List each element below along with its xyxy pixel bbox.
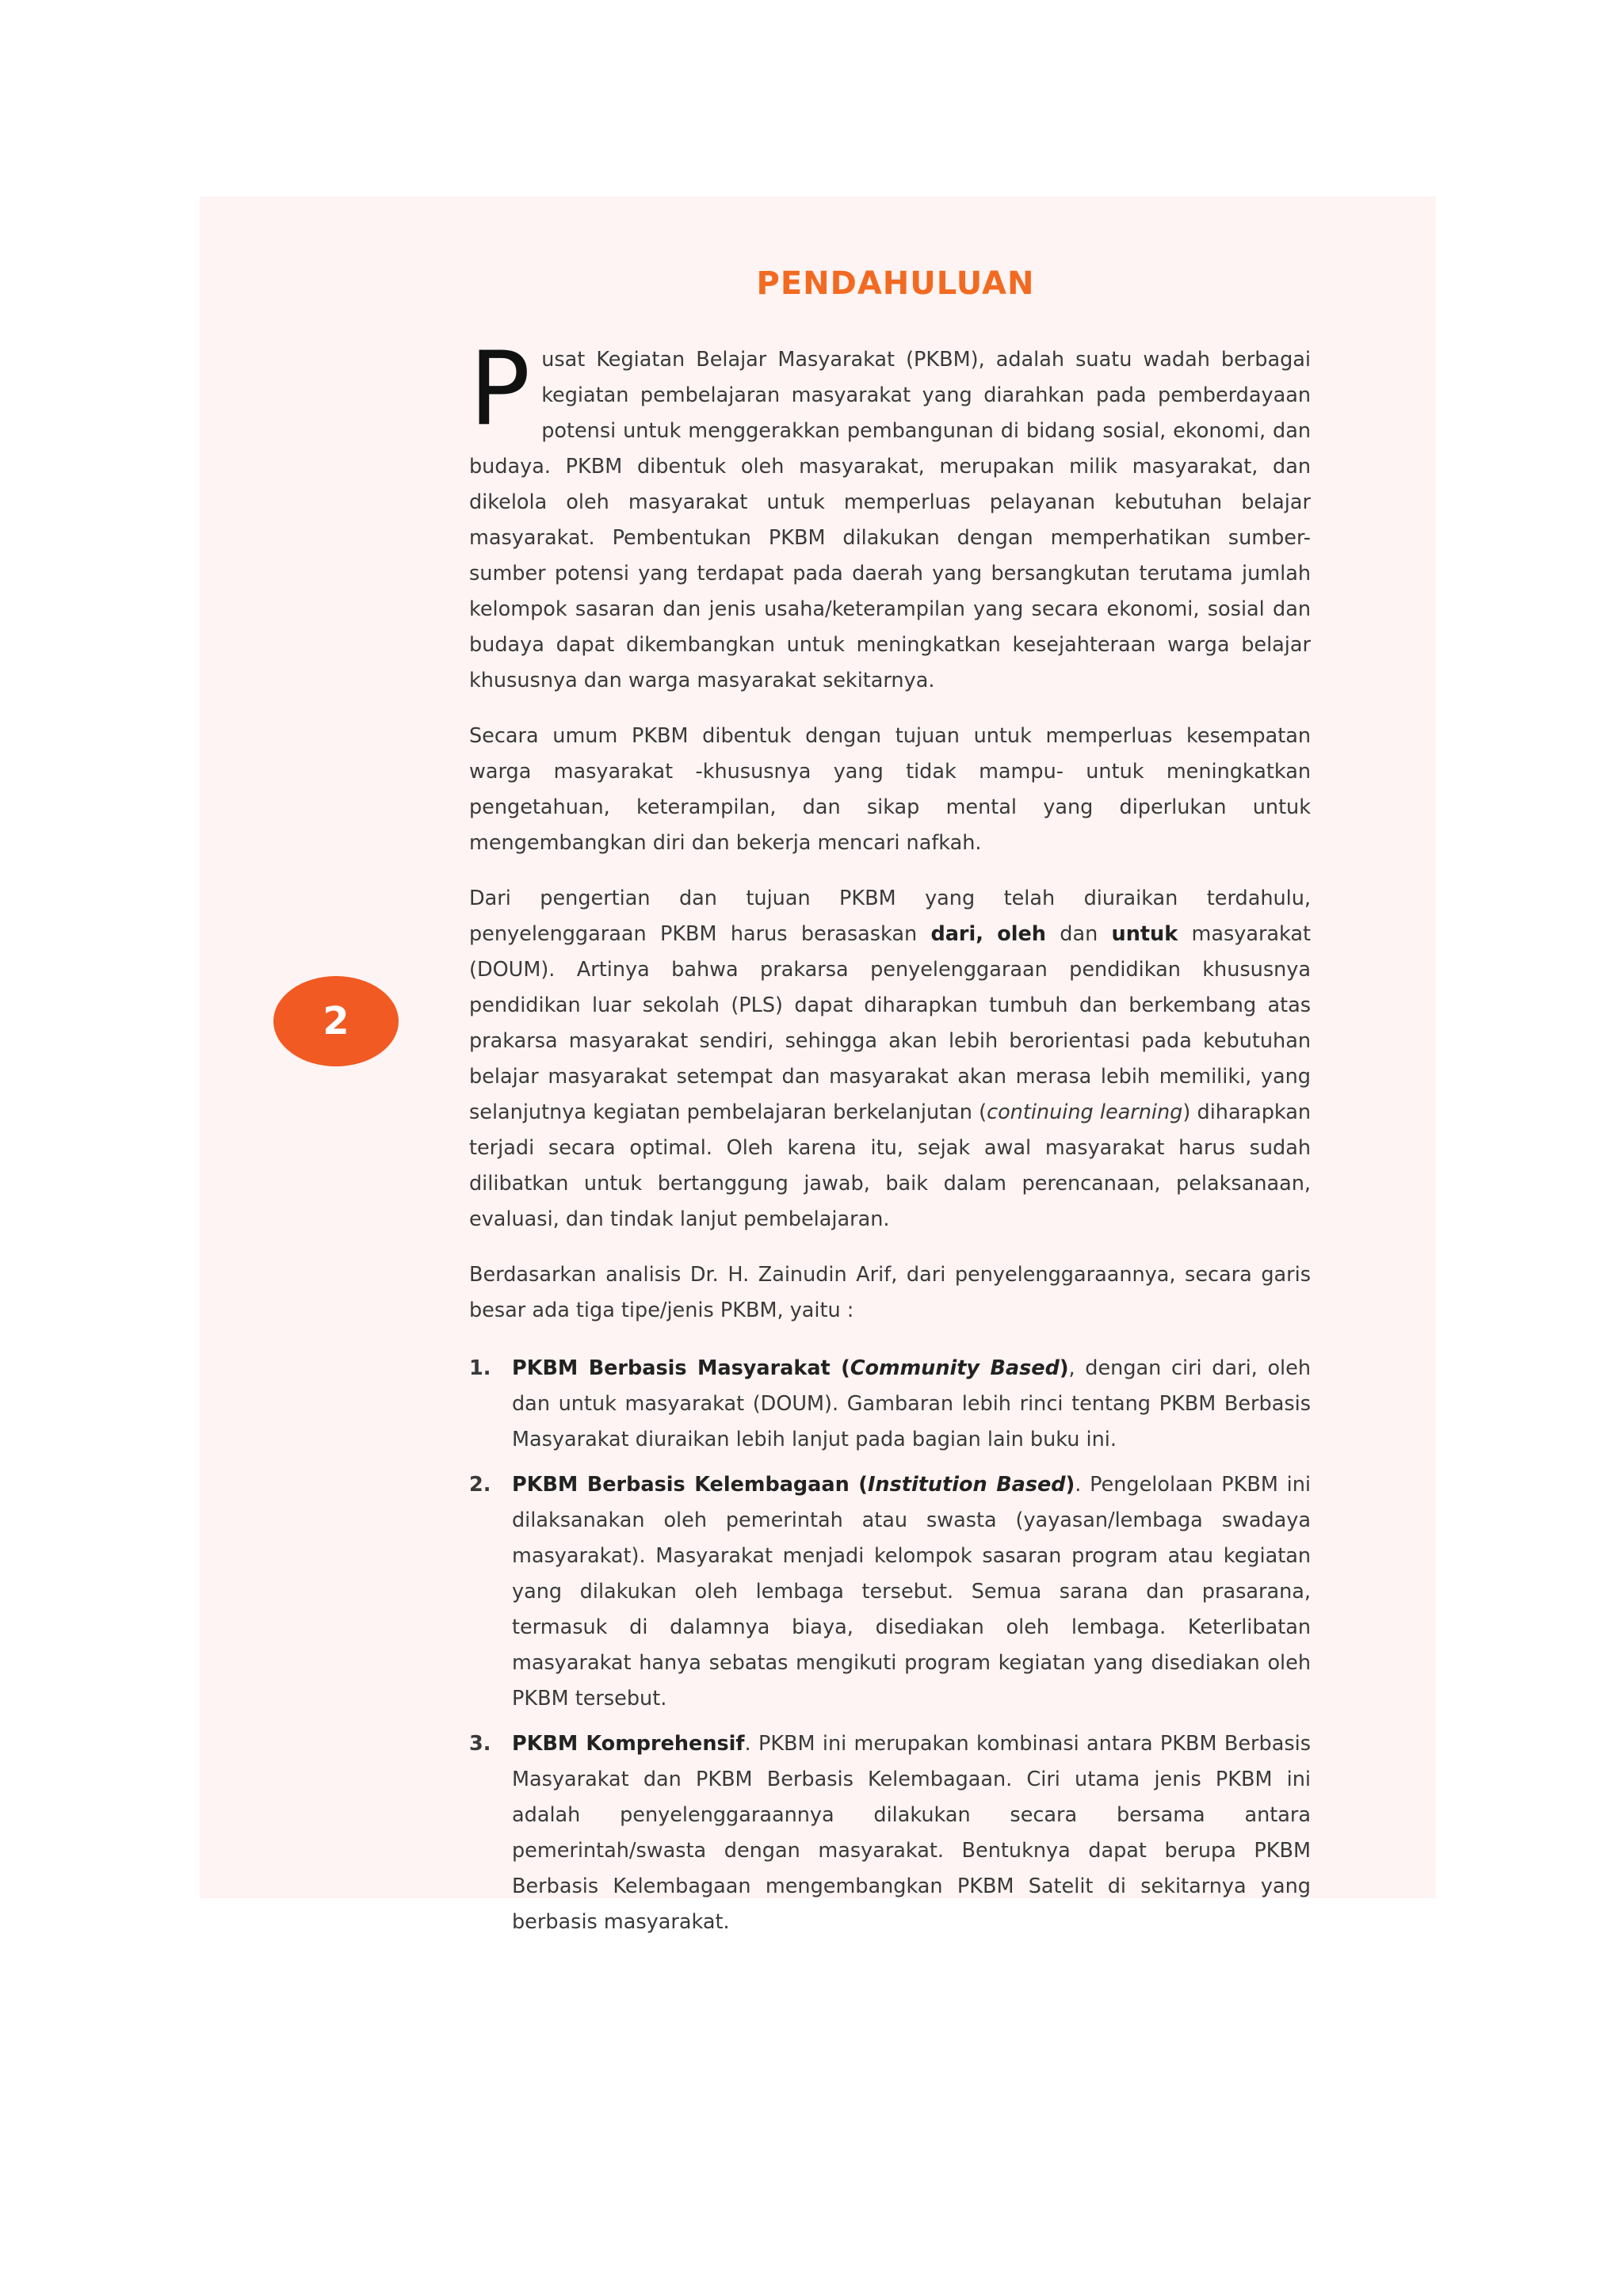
list-item-number: 3. (469, 1732, 491, 1756)
list-item-title: PKBM Berbasis Masyarakat ( (512, 1356, 850, 1380)
analisis-paragraph (469, 1257, 1311, 1329)
doum-text-mid: dan (1045, 922, 1112, 946)
page-number-badge: 2 (273, 976, 399, 1066)
doum-bold-oleh: oleh (997, 922, 1046, 946)
tipe-list (469, 1351, 1311, 1940)
list-item-number: 1. (469, 1356, 491, 1380)
list-item-title-italic: Community Based (850, 1356, 1060, 1380)
list-item (469, 1726, 1311, 1940)
document-body (469, 330, 1311, 1950)
doum-italic-term: continuing learning (987, 1100, 1183, 1124)
list-item-title: PKBM Berbasis Kelembagaan ( (512, 1473, 868, 1497)
doum-text-part3: ) diharapkan terjadi secara optimal. Oleh karena itu, sejak awal masyarakat harus sudah dilibatkan untuk bertanggung jawab, baik dalam perencanaan, pelaksanaan, evaluasi, dan tindak lanjut pembelajaran. (469, 1100, 1311, 1231)
intro-text: usat Kegiatan Belajar Masyarakat (PKBM), adalah suatu wadah berbagai kegiatan pembelajaran masyarakat yang diarahkan pada pemberdayaan potensi untuk menggerakkan pembangunan di bidang sosial, ekonomi, dan budaya. PKBM dibentuk oleh masyarakat, merupakan milik masyarakat, dan dikelola oleh masyarakat untuk memperluas pelayanan kebutuhan belajar masyarakat. Pembentukan PKBM dilakukan dengan memperhatikan sumber-sumber potensi yang terdapat pada daerah yang bersangkutan terutama jumlah kelompok sasaran dan jenis usaha/keterampilan yang secara ekonomi, sosial dan budaya dapat dikembangkan untuk meningkatkan kesejahteraan warga belajar khususnya dan warga masyarakat sekitarnya. (469, 348, 1311, 692)
doum-bold-untuk: untuk (1111, 922, 1178, 946)
list-item-title-end: ) (1059, 1356, 1069, 1380)
list-item (469, 1467, 1311, 1717)
list-item-number: 2. (469, 1473, 491, 1497)
analisis-text: Berdasarkan analisis Dr. H. Zainudin Arif, dari penyelenggaraannya, secara garis besar ada tiga tipe/jenis PKBM, yaitu : (469, 1263, 1311, 1322)
list-item-text: , dengan ciri dari, oleh dan untuk masyarakat (DOUM). Gambaran lebih rinci tentang PKBM Berbasis Masyarakat diuraikan lebih lanjut pada bagian lain buku ini. (512, 1356, 1311, 1451)
intro-paragraph (469, 330, 1311, 699)
list-item-text: . Pengelolaan PKBM ini dilaksanakan oleh pemerintah atau swasta (yayasan/lembaga swadaya masyarakat). Masyarakat menjadi kelompok sasaran program atau kegiatan yang dilakukan oleh lembaga tersebut. Semua sarana dan prasarana, termasuk di dalamnya biaya, disediakan oleh lembaga. Keterlibatan masyarakat hanya sebatas mengikuti program kegiatan yang disediakan oleh PKBM tersebut. (512, 1473, 1311, 1711)
doum-paragraph (469, 881, 1311, 1238)
doum-text-part2: masyarakat (DOUM). Artinya bahwa prakarsa penyelenggaraan pendidikan khususnya pendidikan luar sekolah (PLS) dapat diharapkan tumbuh dan berkembang atas prakarsa masyarakat sendiri, sehingga akan lebih berorientasi pada kebutuhan belajar masyarakat setempat dan masyarakat akan merasa lebih memiliki, yang selanjutnya kegiatan pembelajaran berkelanjutan ( (469, 922, 1311, 1124)
tujuan-text: Secara umum PKBM dibentuk dengan tujuan untuk memperluas kesempatan warga masyarakat -khususnya yang tidak mampu- untuk meningkatkan pengetahuan, keterampilan, dan sikap mental yang diperlukan untuk mengembangkan diri dan bekerja mencari nafkah. (469, 724, 1311, 855)
list-item (469, 1351, 1311, 1458)
list-item-title: PKBM Komprehensif (512, 1732, 745, 1756)
doum-bold-dari: dari, (930, 922, 983, 946)
drop-cap: P (469, 330, 531, 448)
page-title: PENDAHULUAN (756, 265, 1035, 302)
list-item-title-end: ) (1065, 1473, 1075, 1497)
list-item-title-italic: Institution Based (867, 1473, 1066, 1497)
doum-space (983, 922, 997, 946)
tujuan-paragraph (469, 719, 1311, 861)
doum-text-part1: Dari pengertian dan tujuan PKBM yang telah diuraikan terdahulu, penyelenggaraan PKBM harus berasaskan (469, 887, 1311, 946)
list-item-text: . PKBM ini merupakan kombinasi antara PKBM Berbasis Masyarakat dan PKBM Berbasis Kelembagaan. Ciri utama jenis PKBM ini adalah penyelenggaraannya dilakukan secara bersama antara pemerintah/swasta dengan masyarakat. Bentuknya dapat berupa PKBM Berbasis Kelembagaan mengembangkan PKBM Satelit di sekitarnya yang berbasis masyarakat. (512, 1732, 1311, 1934)
